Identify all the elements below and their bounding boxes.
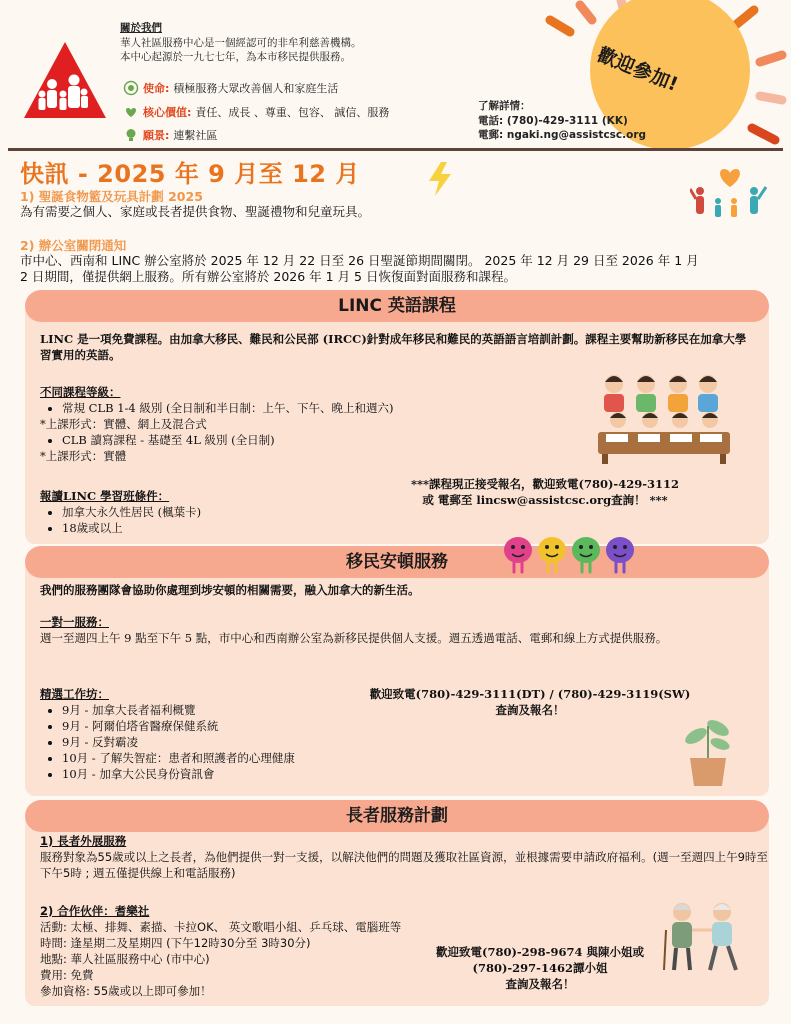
linc-intro: LINC 是一項免費課程。由加拿大移民、難民和公民部 (IRCC)針對成年移民和難民的英語語言培訓計劃。課程主要幫助新移民在加拿大學習實用的英語。 (40, 332, 747, 362)
seniors-outreach (40, 833, 770, 881)
news-item1-heading: 1) 聖誕食物籃及玩具計劃 2025 (20, 189, 203, 204)
linc-enroll-line2: 或 電郵至 lincsw@assistcsc.org查詢！ *** (422, 493, 668, 507)
seniors-activities: 活動: 太極、排舞、素描、卡拉OK、 英文歌唱小組、乒乓球、電腦班等 (40, 920, 402, 934)
about-line-2: 本中心起源於一九七七年，為本市移民提供服務。 (120, 51, 351, 63)
linc-levels (40, 384, 480, 464)
workshop-item: • 9月 - 反對霸凌 (62, 734, 380, 750)
values-row (123, 104, 389, 120)
linc-conditions (40, 488, 340, 536)
about-title: 關於我們 (120, 22, 162, 34)
linc-level-1: • 常規 CLB 1-4 級別 (全日制和半日制：上午、下午、晚上和週六) (62, 400, 480, 416)
seniors-outreach-title: 1) 長者外展服務 (40, 834, 127, 848)
about-us (120, 21, 480, 65)
settlement-workshops (40, 686, 380, 782)
seniors-call (405, 944, 675, 992)
linc-conditions-title: 報讀LINC 學習班條件： (40, 489, 170, 503)
settlement-workshops-title: 精選工作坊： (40, 687, 109, 701)
news-item2-line1: 市中心、西南和 LINC 辦公室將於 2025 年 12 月 22 日至 26 日聖誕節期間關閉。 2025 年 12 月 29 日至 2026 年 1 月 (20, 253, 699, 268)
seniors-call-line1: 歡迎致電(780)-298-9674 與陳小姐或 (436, 945, 644, 959)
settlement-one-on-one (40, 614, 750, 646)
linc-level-2: • CLB 讀寫課程 - 基礎至 4L 級別 (全日制) (62, 432, 480, 448)
linc-level-1-note: *上課形式：實體、網上及混合式 (40, 417, 207, 431)
welcome-text: 歡迎參加! (594, 43, 682, 96)
seniors-fee: 費用: 免費 (40, 968, 94, 982)
senior-couple-illustration (660, 900, 746, 974)
lightning-icon (427, 162, 453, 196)
linc-enroll-line1: ***課程現正接受報名，歡迎致電(780)-429-3112 (411, 477, 679, 491)
news-item2-heading: 2) 辦公室關閉通知 (20, 238, 127, 253)
linc-condition-1: • 加拿大永久性居民 (楓葉卡) (62, 504, 340, 520)
linc-condition-2: • 18歲或以上 (62, 520, 340, 536)
seniors-partner-title: 2) 合作伙伴：耆樂社 (40, 904, 150, 918)
settlement-call-line1: 歡迎致電(780)-429-3111(DT) / (780)-429-3119(SW) (369, 687, 691, 701)
workshop-item: • 10月 - 了解失智症：患者和照護者的心理健康 (62, 750, 380, 766)
workshop-item: • 9月 - 阿爾伯塔省醫療保健系統 (62, 718, 380, 734)
linc-level-2-note: *上課形式：實體 (40, 449, 127, 463)
heart-hands-icon (123, 104, 139, 120)
mission-label: 使命: (143, 82, 170, 95)
vision-text: 連繫社區 (173, 129, 218, 142)
workshop-item: • 9月 - 加拿大長者福利概覽 (62, 702, 380, 718)
mission-icon (123, 80, 139, 96)
contact-email: 電郵: ngaki.ng@assistcsc.org (478, 129, 647, 141)
settlement-banner: 移民安頓服務 (25, 546, 769, 578)
seniors-partner (40, 903, 460, 999)
seniors-time: 時間: 逢星期二及星期四 (下午12時30分至 3時30分) (40, 936, 311, 950)
linc-banner: LINC 英語課程 (25, 290, 769, 322)
seniors-banner: 長者服務計劃 (25, 800, 769, 832)
news-item1-body: 為有需要之個人、家庭或長者提供食物、聖誕禮物和兒童玩具。 (20, 204, 371, 219)
mission-text: 積極服務大眾改善個人和家庭生活 (173, 82, 339, 95)
linc-enroll (370, 476, 720, 508)
values-text: 責任、成長 、尊重、包容、 誠信、服務 (195, 106, 390, 119)
values-label: 核心價值: (143, 106, 192, 119)
colorful-characters-illustration (500, 528, 640, 574)
contact-phone: 電話: (780)-429-3111 (KK) (478, 114, 628, 127)
mission-row (123, 80, 338, 96)
organization-logo (22, 40, 108, 120)
seniors-call-line3: 查詢及報名！ (505, 977, 575, 991)
lightbulb-icon (123, 127, 139, 143)
settlement-one-title: 一對一服務： (40, 615, 109, 629)
settlement-call-line2: 查詢及報名！ (495, 703, 565, 717)
settlement-one-body: 週一至週四上午 9 點至下午 5 點，市中心和西南辦公室為新移民提供個人支援。週五透過電話、電郵和線上方式提供服務。 (40, 631, 668, 645)
news-title: 快訊 - 2025 年 9 月至 12 月 (20, 160, 360, 188)
vision-row (123, 127, 217, 143)
header-divider (8, 148, 783, 151)
news-item2-body (20, 253, 780, 285)
settlement-call (355, 686, 705, 718)
contact-title: 了解詳情： (478, 100, 531, 112)
linc-levels-title: 不同課程等級： (40, 385, 121, 399)
classroom-students-illustration (598, 370, 730, 464)
contact-info (478, 99, 646, 143)
vision-label: 願景: (143, 129, 170, 142)
seniors-place: 地點: 華人社區服務中心 (市中心) (40, 952, 210, 966)
potted-plant-illustration (680, 714, 736, 786)
seniors-eligibility: 參加資格: 55歲或以上即可參加！ (40, 984, 212, 998)
workshop-item: • 10月 - 加拿大公民身份資訊會 (62, 766, 380, 782)
settlement-intro: 我們的服務團隊會協助你處理到埗安頓的相關需要，融入加拿大的新生活。 (40, 583, 420, 597)
family-heart-icon (690, 163, 770, 227)
seniors-call-line2: (780)-297-1462譚小姐 (472, 961, 608, 975)
about-line-1: 華人社區服務中心是一個經認可的非牟利慈善機構。 (120, 36, 362, 49)
news-item2-line2: 2 日期間，僅提供網上服務。所有辦公室將於 2026 年 1 月 5 日恢復面對面服務和課程。 (20, 269, 516, 284)
seniors-outreach-body: 服務對象為55歲或以上之長者，為他們提供一對一支援，以解決他們的問題及獲取社區資源，並根據需要申請政府福利。(週一至週四上午9時至下午5時 ; 週五僅提供線上和電話服務) (40, 850, 768, 880)
